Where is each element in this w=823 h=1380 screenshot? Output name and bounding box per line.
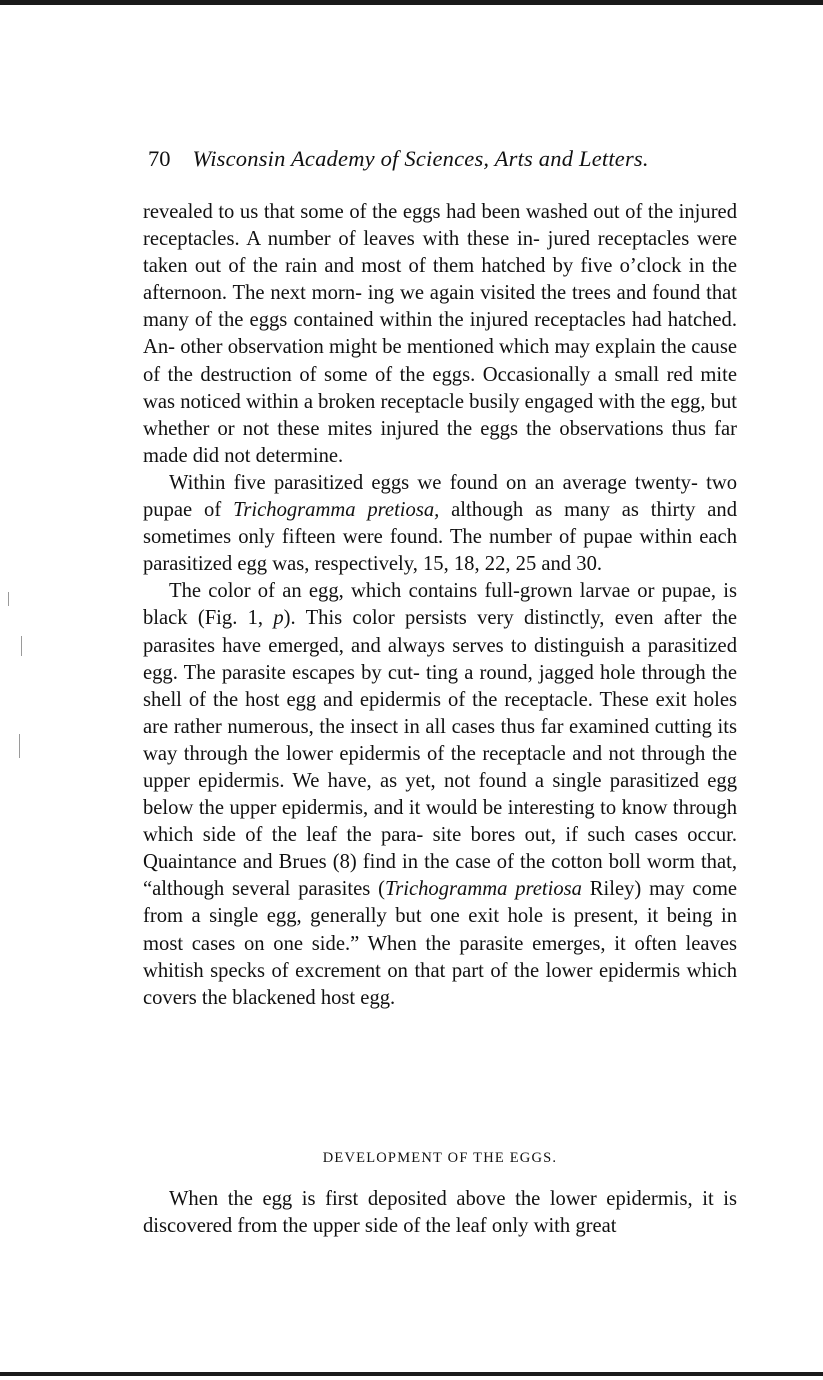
paragraph-continued: revealed to us that some of the eggs had been washed out of the injured receptacles. A number of leaves with these in- jured receptacles were taken out of the rain and most of them hatched by five o’clock in the afternoon. The next morn- ing we again visited the trees and found that many of the eggs contained within the injured receptacles had hatched. An- other observation might be mentioned which may explain the cause of the destruction of some of the eggs. Occasionally a small red mite was noticed within a broken receptacle busily engaged with the egg, but whether or not these mites injured the eggs the observations thus far made did not determine. [143, 201, 737, 467]
running-header [148, 146, 708, 172]
body-text [143, 199, 737, 1012]
running-title: Wisconsin Academy of Sciences, Arts and Letters. [192, 146, 649, 171]
species-name: Trichogramma pretiosa, [233, 499, 440, 522]
paragraph-pupae-count: Within five parasitized eggs we found on an average twenty- two pupae of Trichogramma pretiosa, although as many as thirty and sometimes only fifteen were found. The number of pupae within each parasitized egg was, respectively, 15, 18, 22, 25 and 30. [143, 471, 737, 576]
figure-label: p [273, 607, 284, 630]
section-body-text [143, 1186, 737, 1240]
species-name: Trichogramma pretiosa [384, 878, 582, 901]
scan-top-edge [0, 0, 823, 5]
margin-speck [8, 592, 9, 606]
scan-bottom-edge [0, 1372, 823, 1376]
margin-speck [21, 636, 22, 656]
section-heading: DEVELOPMENT OF THE EGGS. [322, 1150, 558, 1166]
paragraph-development: When the egg is first deposited above the lower epidermis, it is discovered from the upper side of the leaf only with great [143, 1188, 737, 1238]
paragraph-egg-color: The color of an egg, which contains full-grown larvae or pupae, is black (Fig. 1, p). This color persists very distinctly, even after the parasites have emerged, and always serves to distinguish a parasitized egg. The parasite escapes by cut- ting a round, jagged hole through the shell of the host egg and epidermis of the receptacle. These exit holes are rather numerous, the insect in all cases thus far examined cutting its way through the lower epidermis of the receptacle and not through the upper epidermis. We have, as yet, not found a single parasitized egg below the upper epidermis, and it would be interesting to know through which side of the leaf the para- site bores out, if such cases occur. Quaintance and Brues (8) find in the case of the cotton boll worm that, “although several parasites (Trichogramma pretiosa Riley) may come from a single egg, generally but one exit hole is present, it being in most cases on one side.” When the parasite emerges, it often leaves whitish specks of excrement on that part of the lower epidermis which covers the blackened host egg. [143, 580, 738, 1009]
page-number: 70 [148, 146, 171, 171]
margin-speck [19, 734, 20, 758]
